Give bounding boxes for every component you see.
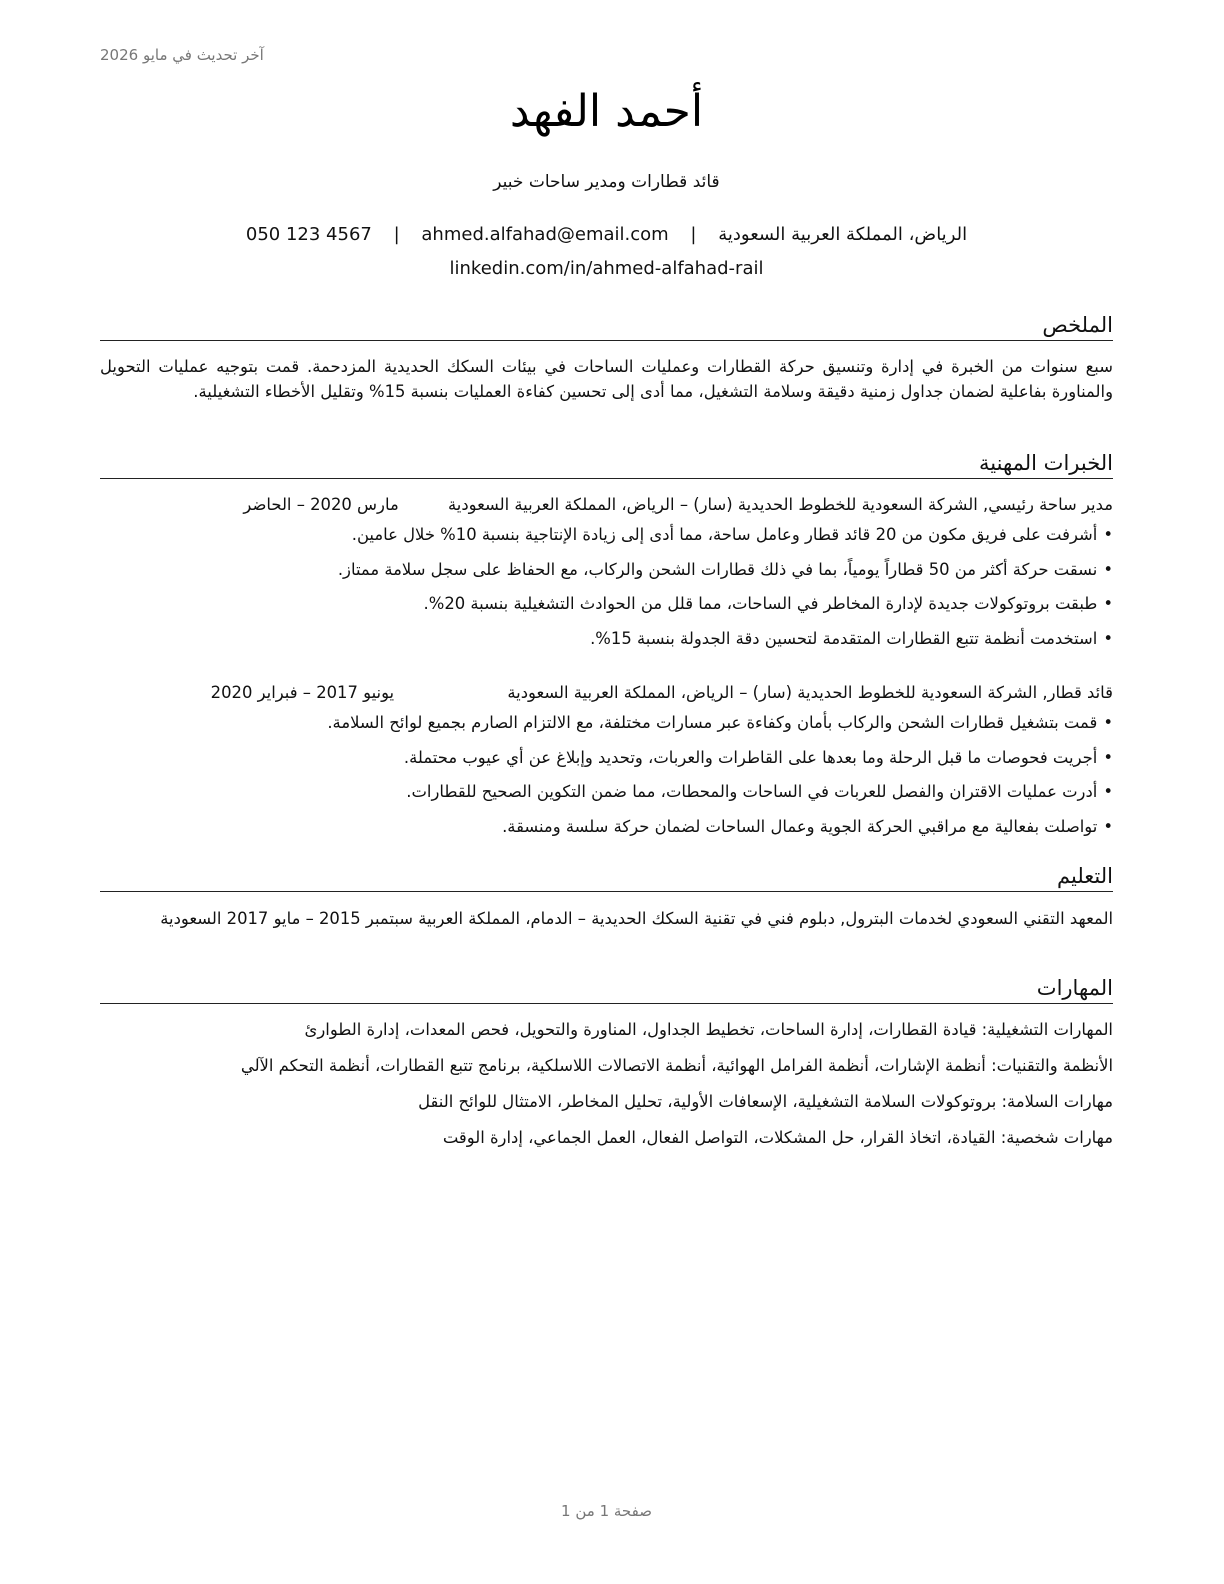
list-item: • أدرت عمليات الاقتران والفصل للعربات في الساحات والمحطات، مما ضمن التكوين الصحيح للقطارات. xyxy=(100,780,1113,815)
skill-line: مهارات شخصية: القيادة، اتخاذ القرار، حل المشكلات، التواصل الفعال، العمل الجماعي، إدارة الوقت xyxy=(442,1128,1113,1147)
experience-heading: الخبرات المهنية xyxy=(100,449,1113,479)
contact-email[interactable]: ahmed.alfahad@email.com xyxy=(421,224,669,245)
job-header xyxy=(100,493,1113,517)
education-text: المعهد التقني السعودي لخدمات البترول, دبلوم فني في تقنية السكك الحديدية – الدمام، المملكة العربية سبتمبر 2015 – مايو 2017 السعودية xyxy=(160,909,1113,928)
list-item: • طبقت بروتوكولات جديدة لإدارة المخاطر في الساحات، مما قلل من الحوادث التشغيلية بنسبة 20%. xyxy=(100,592,1113,627)
candidate-name: أحمد الفهد xyxy=(509,86,704,137)
education-heading: التعليم xyxy=(100,862,1113,892)
page-number: صفحة 1 من 1 xyxy=(561,1502,652,1520)
contact-phone: 050 123 4567 xyxy=(245,224,372,245)
job-dates: مارس 2020 – الحاضر xyxy=(243,495,399,514)
list-item: • أشرفت على فريق مكون من 20 قائد قطار وعامل ساحة، مما أدى إلى زيادة الإنتاجية بنسبة 10% خلال عامين. xyxy=(100,523,1113,558)
skills-heading: المهارات xyxy=(100,974,1113,1004)
contact-linkedin[interactable]: linkedin.com/in/ahmed-alfahad-rail xyxy=(449,258,764,279)
candidate-title: قائد قطارات ومدير ساحات خبير xyxy=(493,172,720,192)
list-item: • نسقت حركة أكثر من 50 قطاراً يومياً، بما في ذلك قطارات الشحن والركاب، مع الحفاظ على سجل سلامة ممتاز. xyxy=(100,558,1113,593)
list-item: • أجريت فحوصات ما قبل الرحلة وما بعدها على القاطرات والعربات، وتحديد وإبلاغ عن أي عيوب محتملة. xyxy=(100,746,1113,781)
contact-line xyxy=(100,224,1113,245)
job-bullets xyxy=(100,523,1113,661)
list-item: • استخدمت أنظمة تتبع القطارات المتقدمة لتحسين دقة الجدولة بنسبة 15%. xyxy=(100,627,1113,662)
summary-heading: الملخص xyxy=(100,311,1113,341)
list-item: • تواصلت بفعالية مع مراقبي الحركة الجوية وعمال الساحات لضمان حركة سلسة ومنسقة. xyxy=(100,815,1113,850)
contact-location: الرياض، المملكة العربية السعودية xyxy=(718,224,968,245)
skills-list xyxy=(100,1018,1113,1162)
contact-separator: | xyxy=(393,224,400,245)
job-role: قائد قطار, الشركة السعودية للخطوط الحديدية (سار) – الرياض، المملكة العربية السعودية xyxy=(507,683,1113,702)
skill-line: مهارات السلامة: بروتوكولات السلامة التشغيلية، الإسعافات الأولية، تحليل المخاطر، الامتثال للوائح النقل xyxy=(418,1092,1113,1111)
skill-line: الأنظمة والتقنيات: أنظمة الإشارات، أنظمة الفرامل الهوائية، أنظمة الاتصالات اللاسلكية، برنامج تتبع القطارات، أنظمة التحكم الآلي xyxy=(240,1056,1113,1075)
summary-text: سبع سنوات من الخبرة في إدارة وتنسيق حركة القطارات وعمليات الساحات في بيئات السكك الحديدية المزدحمة. قمت بتوجيه عمليات التحويل والمناورة بفاعلية لضمان جداول زمنية دقيقة وسلامة التشغيل، مما أدى إلى تحسين كفاءة العمليات بنسبة 15% وتقليل الأخطاء التشغيلية. xyxy=(100,357,1113,401)
job-role: مدير ساحة رئيسي, الشركة السعودية للخطوط الحديدية (سار) – الرياض، المملكة العربية السعودية xyxy=(447,495,1113,514)
job-header xyxy=(100,681,1113,705)
contact-separator: | xyxy=(690,224,697,245)
job-dates: يونيو 2017 – فبراير 2020 xyxy=(210,683,395,702)
list-item: • قمت بتشغيل قطارات الشحن والركاب بأمان وكفاءة عبر مسارات مختلفة، مع الالتزام الصارم بجميع لوائح السلامة. xyxy=(100,711,1113,746)
job-bullets xyxy=(100,711,1113,849)
resume-page xyxy=(100,0,1113,1584)
last-updated: آخر تحديث في مايو 2026 xyxy=(100,46,264,64)
skill-line: المهارات التشغيلية: قيادة القطارات، إدارة الساحات، تخطيط الجداول، المناورة والتحويل، فحص المعدات، إدارة الطوارئ xyxy=(304,1020,1113,1039)
